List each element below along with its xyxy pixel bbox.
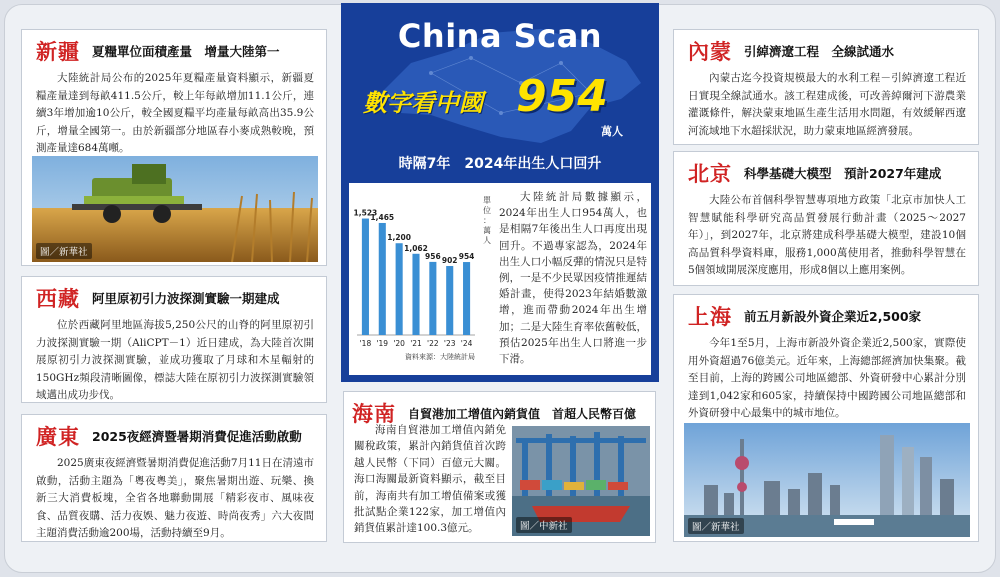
article-body: 位於西藏阿里地區海拔5,250公尺的山脊的阿里原初引力波探測實驗一期（AliCPT－1）近日建成，為大陸首次開展原初引力波探測實驗，並成功獲取了月球和木星輻射的150GHz頻段清晰圖像，標誌大陸在原初引力波探測實驗領域邁出成功步伐。 — [36, 319, 314, 401]
region-label: 上海 — [688, 305, 732, 329]
region-label: 新疆 — [36, 40, 80, 64]
chart-data-label: 1,523 — [353, 208, 378, 218]
article-beijing — [673, 151, 979, 286]
region-label: 廣東 — [36, 425, 80, 449]
chart-data-label: 1,062 — [404, 243, 428, 253]
article-headline: 2025夜經濟暨暑期消費促進活動啟動 — [92, 429, 302, 444]
chart-data-label: 1,465 — [370, 212, 395, 222]
chart-bar — [463, 262, 470, 335]
region-label: 西藏 — [36, 287, 80, 311]
chart-tick-label: '19 — [376, 339, 389, 348]
chart-unit-label: ： — [483, 216, 491, 225]
photo-credit: 圖／中新社 — [516, 517, 572, 533]
port-photo — [512, 426, 650, 536]
chart-data-label: 954 — [458, 252, 475, 262]
article-headline: 引綽濟遼工程 全線試通水 — [744, 44, 895, 59]
chart-unit-label: 萬 — [483, 226, 491, 235]
article-hainan — [343, 391, 656, 543]
article-body: 海南自貿港加工增值內銷免關稅政策，累計內銷貨值首次跨越人民幣（下同）百億元大關。海口海關最新資料顯示，截至目前，海南共有加工增值備案或獲批試點企業122家，加工增值內銷貨值累計達100.3億元。 — [354, 424, 506, 535]
chart-bar — [412, 254, 419, 335]
photo-credit: 圖／新華社 — [688, 518, 744, 534]
panel-subtitle: 數字看中國 — [363, 89, 483, 117]
article-body: 大陸公布首個科學智慧專項地方政策「北京市加快人工智慧賦能科學研究高品質發展行動計畫（2025～2027年）」，到2027年，北京將建成科學基礎大模型，建設10個高品質科學資料庫，服務1,000萬使用者，推動科學智慧在5個領域開展深度應用，形成8個以上應用案例。 — [688, 194, 966, 276]
article-headline: 前五月新設外資企業近2,500家 — [744, 309, 922, 324]
chart-unit-label: 人 — [483, 236, 491, 245]
article-headline: 夏糧單位面積產量 增量大陸第一 — [92, 44, 280, 59]
chart-bar — [446, 266, 453, 335]
chart-bar — [362, 219, 369, 335]
chart-tick-label: '21 — [410, 339, 422, 348]
article-shanghai — [673, 294, 979, 542]
panel-body: 大陸統計局數據顯示，2024年出生人口954萬人，也是相隔7年後出生人口再度出現回升。不過專家認為，2024年出生人口小幅反彈的情況只是特例，一是不少民眾因疫情推遲結婚計畫，使得2023年結婚數激增，進而帶動2024年出生增加；二是大陸生育率依舊較低，預估2025年出生人口將進一步下滑。 — [499, 191, 647, 366]
chart-unit-label: 單 — [483, 196, 491, 205]
chart-tick-label: '22 — [427, 339, 439, 348]
chart-source: 資料來源：大陸統計局 — [405, 353, 475, 361]
chart-data-label: 956 — [425, 251, 441, 261]
chart-panel — [349, 183, 651, 375]
chart-bar — [379, 223, 386, 335]
article-xinjiang — [21, 29, 327, 266]
chart-bar — [429, 262, 436, 335]
chart-data-label: 1,200 — [387, 233, 412, 243]
article-guangdong — [21, 414, 327, 542]
chart-tick-label: '23 — [443, 339, 456, 348]
panel-subhead: 時隔7年 2024年出生人口回升 — [398, 156, 602, 172]
birth-bar-chart — [353, 185, 493, 373]
harvester-photo — [32, 156, 318, 262]
article-headline: 科學基礎大模型 預計2027年建成 — [744, 166, 942, 181]
region-label: 北京 — [688, 162, 732, 186]
chart-unit-label: 位 — [483, 206, 491, 215]
chart-tick-label: '18 — [359, 339, 372, 348]
panel-title: China Scan — [397, 17, 603, 55]
chart-tick-label: '20 — [393, 339, 405, 348]
region-label: 海南 — [352, 402, 396, 426]
china-scan-panel — [341, 3, 659, 382]
article-neimenggu — [673, 29, 979, 145]
photo-credit: 圖／新華社 — [36, 243, 92, 259]
shanghai-skyline-photo — [684, 423, 970, 537]
chart-bar — [396, 243, 403, 335]
region-label: 內蒙 — [688, 40, 732, 64]
article-body: 2025廣東夜經濟暨暑期消費促進活動7月11日在清遠市啟動，活動主題為「粵夜粵美」，聚焦暑期出遊、玩樂、換新三大消費板塊，全省各地聯動開展「精彩夜市、風味夜食、品質夜購、活力夜娛、魅力夜遊、時尚夜秀」六大夜間主題消費活動逾200場，活動持續至9月。 — [36, 457, 314, 539]
chart-data-label: 902 — [441, 256, 458, 266]
article-xizang — [21, 276, 327, 403]
article-headline: 阿里原初引力波探測實驗一期建成 — [92, 291, 280, 306]
article-headline: 自貿港加工增值內銷貨值 首超人民幣百億 — [408, 406, 637, 421]
article-body: 內蒙古迄今投資規模最大的水利工程－引綽濟遼工程近日實現全線試通水。該工程建成後，可改善綽爾河下游農業灌溉條件，解決蒙東地區生產生活用水問題，有效緩解西遼河流域地下水超採狀況，助力蒙東地區經濟發展。 — [688, 72, 966, 137]
highlight-number: 954 — [516, 71, 608, 122]
article-body: 大陸統計局公布的2025年夏糧產量資料顯示，新疆夏糧產量達到每畝411.5公斤，較上年每畝增加11.1公斤，連續3年增加逾10公斤，較全國夏糧平均產量每畝高出35.9公斤，增量全國第一。由於新疆部分地區春小麥成熟較晚，預測產量達684萬噸。 — [36, 72, 314, 154]
highlight-unit: 萬人 — [601, 125, 623, 138]
article-body: 今年1至5月，上海市新設外資企業近2,500家，實際使用外資超過76億美元。近年來，上海總部經濟加快集聚。截至目前，上海的跨國公司地區總部、外資研發中心累計分別達到1,042家和605家，持續保持中國跨國公司地區總部和外資研發中心最集中的城市地位。 — [688, 337, 966, 419]
chart-tick-label: '24 — [460, 339, 473, 348]
